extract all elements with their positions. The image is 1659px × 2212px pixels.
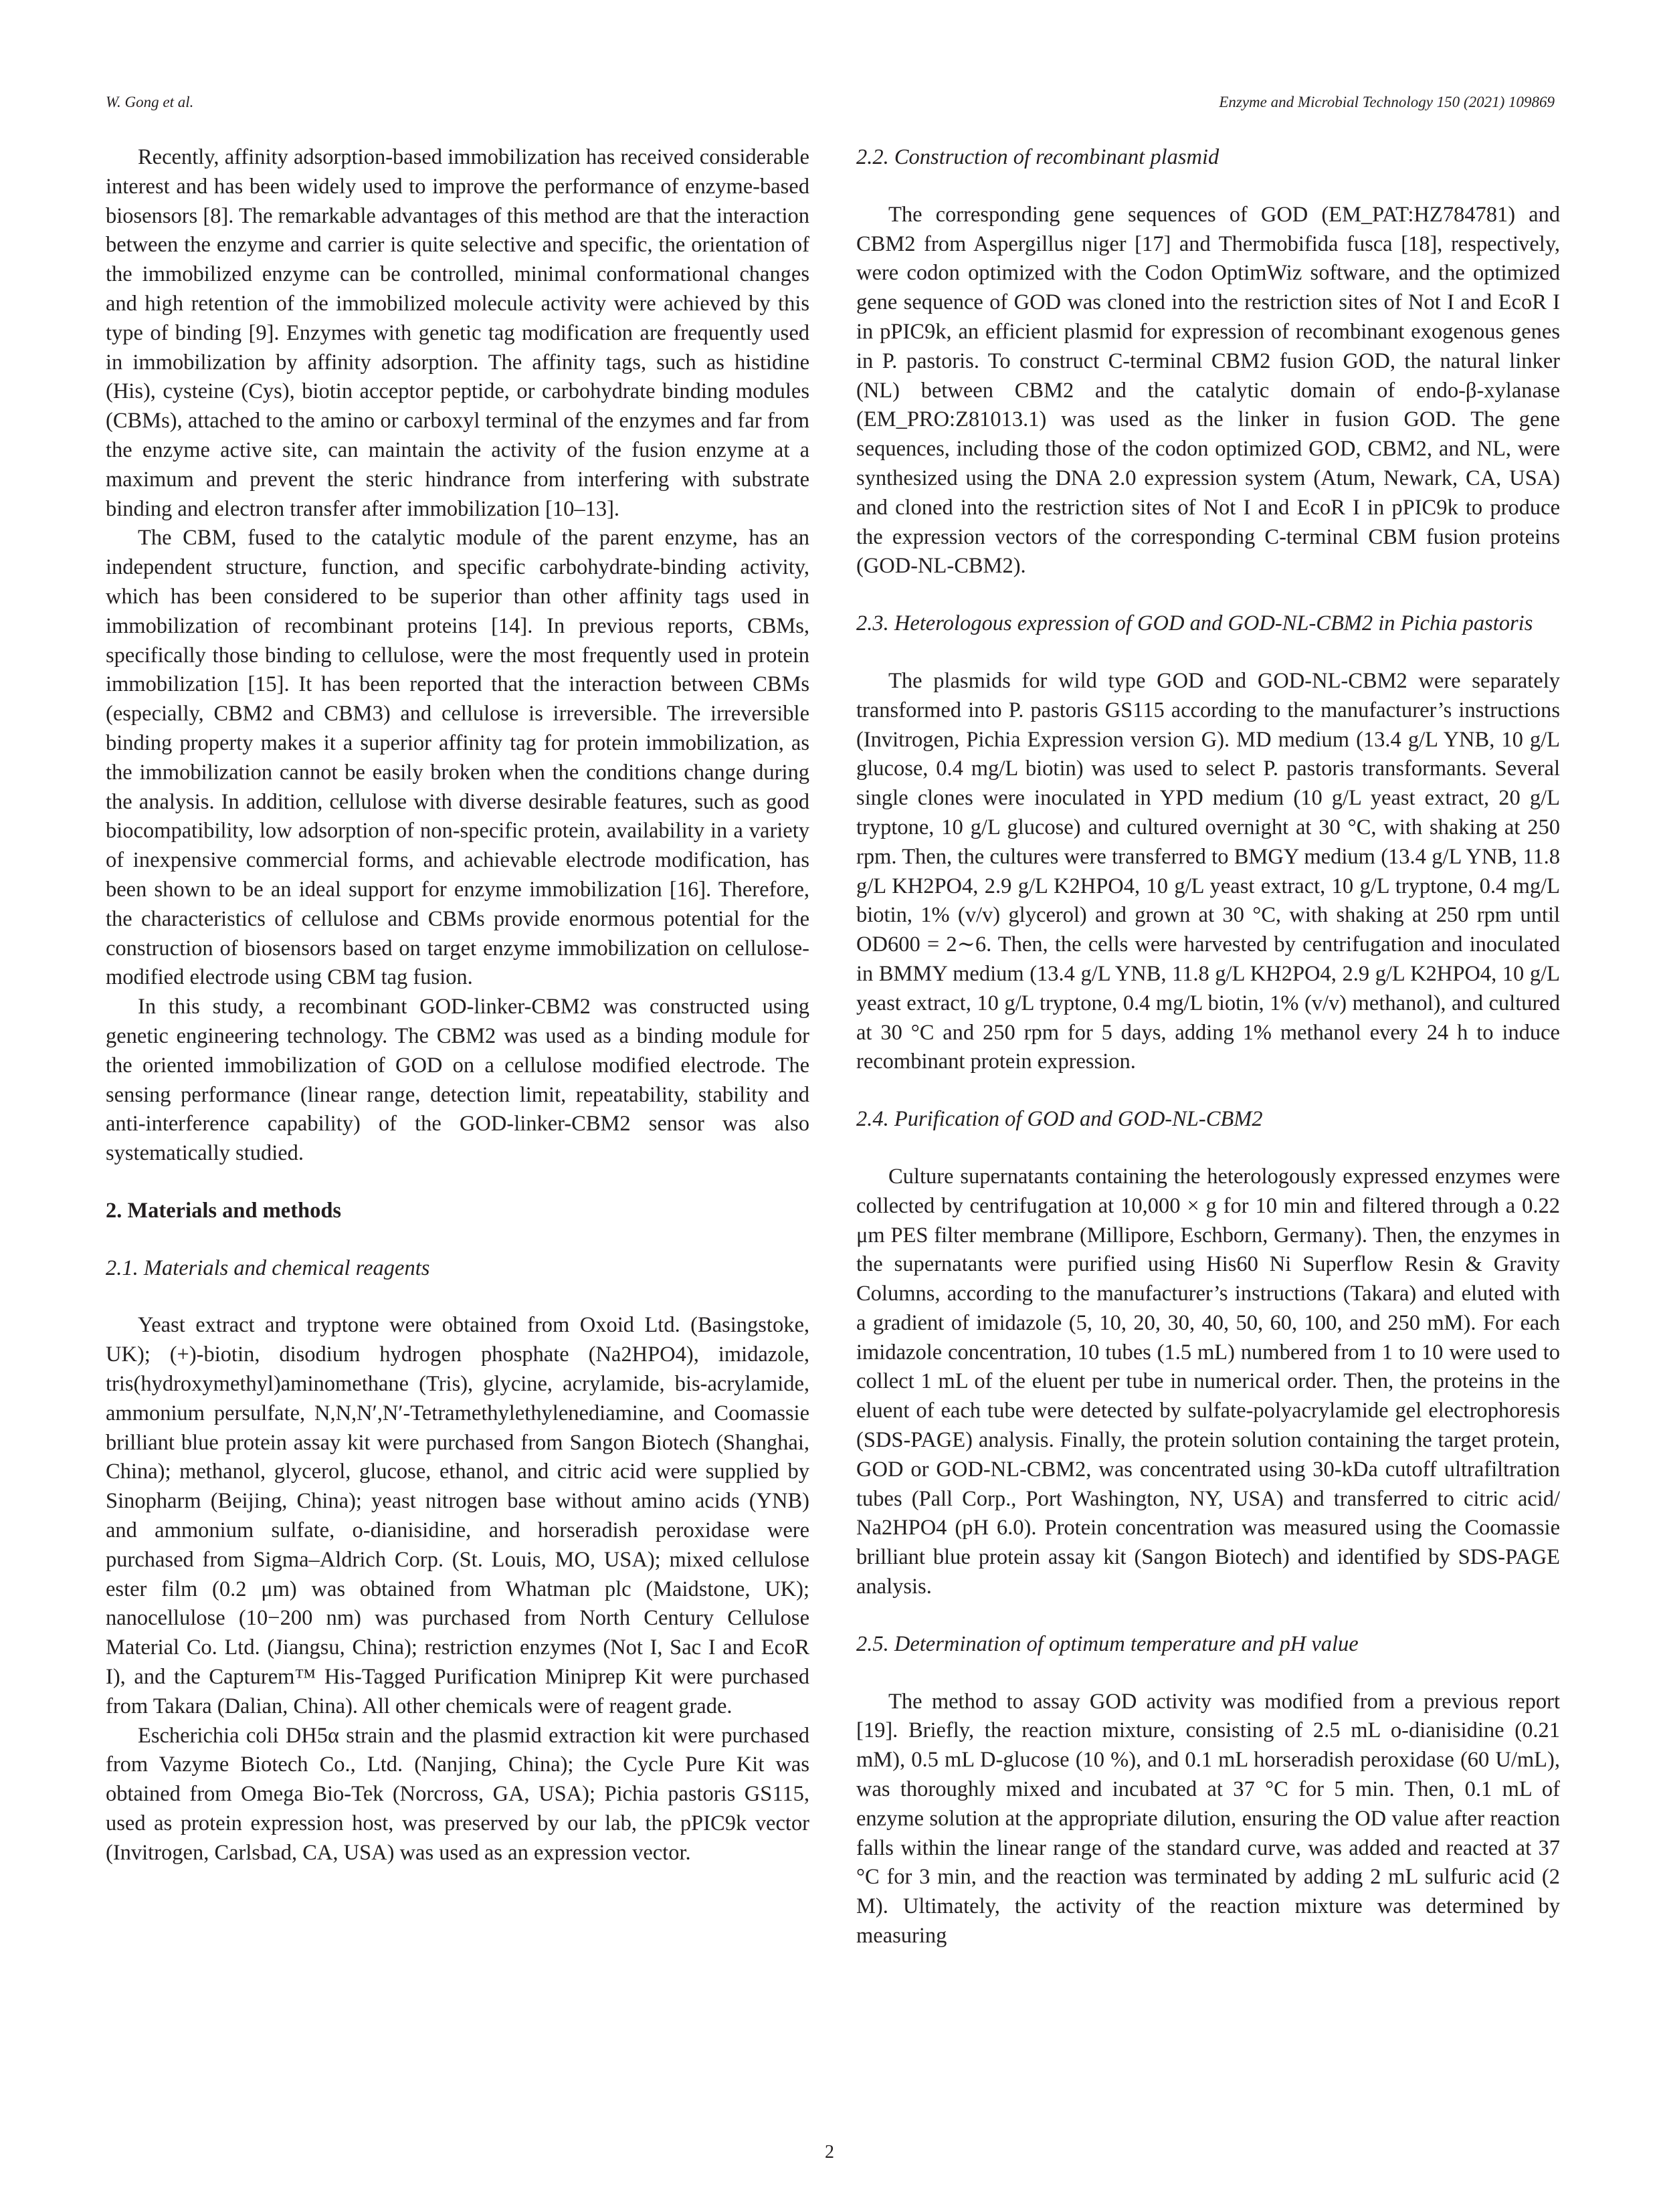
subsection-heading-2-5: 2.5. Determination of optimum temperature and pH value [856, 1631, 1359, 1656]
page-number: 2 [825, 2142, 834, 2163]
paragraph-strains: Escherichia coli DH5α strain and the plasmid extraction kit were purchased from Vazyme Biotech Co., Ltd. (Nanjing, China); the Cycle Pure Kit was obtained from Omega Bio-Tek (Norcross, GA, USA); Pichia pastoris GS115, used as protein expression host, was preserved by our lab, the pPIC9k vector (Invitrogen, Carlsbad, CA, USA) was used as an expression vector. [106, 1723, 809, 1865]
paragraph-this-study: In this study, a recombinant GOD-linker-CBM2 was constructed using genetic engineering technology. The CBM2 was used as a binding module for the oriented immobilization of GOD on a cellulose modified electrode. The sensing performance (linear range, detection limit, repeatability, stability and anti-interference capability) of the GOD-linker-CBM2 sensor was also systematically studied. [106, 995, 809, 1166]
paragraph-heterologous-expression: The plasmids for wild type GOD and GOD-NL-CBM2 were separately transformed into P. pastoris GS115 according to the manufacturer’s instructions (Invitrogen, Pichia Expression version G). MD medium (13.4 g/L YNB, 10 g/L glucose, 0.4 mg/L biotin) was used to select P. pastoris transformants. Several single clones were inoculated in YPD medium (10 g/L yeast extract, 20 g/L tryptone, 10 g/L glucose) and cultured overnight at 30 °C, with shaking at 250 rpm. Then, the cultures were transferred to BMGY medium (13.4 g/L YNB, 11.8 g/L KH2PO4, 2.9 g/L K2HPO4, 10 g/L yeast extract, 10 g/L tryptone, 0.4 mg/L biotin, 1% (v/v) glycerol) and grown at 30 °C, with shaking at 250 rpm until OD600 = 2∼6. Then, the cells were harvested by centrifugation and inoculated in BMMY medium (13.4 g/L YNB, 11.8 g/L KH2PO4, 2.9 g/L K2HPO4, 10 g/L yeast extract, 10 g/L tryptone, 0.4 mg/L biotin, 1% (v/v) methanol), and cultured at 30 °C and 250 rpm for 5 days, adding 1% methanol every 24 h to induce recombinant protein expression. [856, 668, 1560, 1074]
section-heading-materials-methods: 2. Materials and methods [106, 1198, 342, 1223]
subsection-heading-2-2: 2.2. Construction of recombinant plasmid [856, 145, 1219, 169]
subsection-heading-2-4: 2.4. Purification of GOD and GOD-NL-CBM2 [856, 1107, 1263, 1132]
right-column [856, 143, 1560, 1951]
left-column [106, 143, 809, 1868]
subsection-heading-2-3: 2.3. Heterologous expression of GOD and GOD-NL-CBM2 in Pichia pastoris [856, 611, 1533, 636]
paragraph-god-activity-assay: The method to assay GOD activity was modified from a previous report [19]. Briefly, the reaction mixture, consisting of 2.5 mL o-dianisidine (0.21 mM), 0.5 mL D-glucose (10 %), and 0.1 mL horseradish peroxidase (60 U/mL), was thoroughly mixed and incubated at 37 °C for 5 min. Then, 0.1 mL of enzyme solution at the appropriate dilution, ensuring the OD value after reaction falls within the linear range of the standard curve, was added and reacted at 37 °C for 3 min, and the reaction was terminated by adding 2 mL sulfuric acid (2 M). Ultimately, the activity of the reaction mixture was determined by measuring [856, 1689, 1560, 1948]
paragraph-reagents: Yeast extract and tryptone were obtained from Oxoid Ltd. (Basingstoke, UK); (+)-biotin, disodium hydrogen phosphate (Na2HPO4), imidazole, tris(hydroxymethyl)aminomethane (Tris), glycine, acrylamide, bis-acrylamide, ammonium persulfate, N,N,N′,N′-Tetramethylethylenediamine, and Coomassie brilliant blue protein assay kit were purchased from Sangon Biotech (Shanghai, China); methanol, glycerol, glucose, ethanol, and citric acid were supplied by Sinopharm (Beijing, China); yeast nitrogen base without amino acids (YNB) and ammonium sulfate, o-dianisidine, and horseradish peroxidase were purchased from Sigma–Aldrich Corp. (St. Louis, MO, USA); mixed cellulose ester film (0.2 μm) was obtained from Whatman plc (Maidstone, UK); nanocellulose (10−200 nm) was purchased from North Century Cellulose Material Co. Ltd. (Jiangsu, China); restriction enzymes (Not I, Sac I and EcoR I), and the Capturem™ His-Tagged Purification Miniprep Kit were purchased from Takara (Dalian, China). All other chemicals were of reagent grade. [106, 1313, 809, 1718]
paragraph-affinity-adsorption: Recently, affinity adsorption-based immobilization has received considerable interest and has been widely used to improve the performance of enzyme-based biosensors [8]. The remarkable advantages of this method are that the interaction between the enzyme and carrier is quite selective and specific, the orientation of the immobilized enzyme can be controlled, minimal conformational changes and high retention of the immobilized molecule activity were achieved by this type of binding [9]. Enzymes with genetic tag modification are frequently used in immobilization by affinity adsorption. The affinity tags, such as histidine (His), cysteine (Cys), biotin acceptor peptide, or carbohydrate binding modules (CBMs), attached to the amino or carboxyl terminal of the enzymes and far from the enzyme active site, can maintain the activity of the fusion enzyme at a maximum and prevent the steric hindrance from interfering with substrate binding and electron transfer after immobilization [10–13]. [106, 145, 809, 521]
running-author: W. Gong et al. [106, 94, 194, 110]
journal-citation: Enzyme and Microbial Technology 150 (2021) 109869 [1219, 94, 1555, 110]
paragraph-plasmid-construction: The corresponding gene sequences of GOD (EM_PAT:HZ784781) and CBM2 from Aspergillus niger [17] and Thermobifida fusca [18], respectively, were codon optimized with the Codon OptimWiz software, and the optimized gene sequence of GOD was cloned into the restriction sites of Not I and EcoR I in pPIC9k, an efficient plasmid for expression of recombinant exogenous genes in P. pastoris. To construct C-terminal CBM2 fusion GOD, the natural linker (NL) between CBM2 and the catalytic domain of endo-β-xylanase (EM_PRO:Z81013.1) was used as the linker in fusion GOD. The gene sequences, including those of the codon optimized GOD, CBM2, and NL, were synthesized using the DNA 2.0 expression system (Atum, Newark, CA, USA) and cloned into the restriction sites of Not I and EcoR I in pPIC9k to produce the expression vectors of the corresponding C-terminal CBM fusion proteins (GOD-NL-CBM2). [856, 202, 1560, 579]
paragraph-purification: Culture supernatants containing the heterologously expressed enzymes were collected by centrifugation at 10,000 × g for 10 min and filtered through a 0.22 μm PES filter membrane (Millipore, Eschborn, Germany). Then, the enzymes in the supernatants were purified using His60 Ni Superflow Resin & Gravity Columns, according to the manufacturer’s instructions (Takara) and eluted with a gradient of imidazole (5, 10, 20, 30, 40, 50, 60, 100, and 250 mM). For each imidazole concentration, 10 tubes (1.5 mL) numbered from 1 to 10 were used to collect 1 mL of the eluent per tube in numerical order. Then, the proteins in the eluent of each tube were detected by sulfate-polyacrylamide gel electrophoresis (SDS-PAGE) analysis. Finally, the protein solution containing the target protein, GOD or GOD-NL-CBM2, was concentrated using 30-kDa cutoff ultrafiltration tubes (Pall Corp., Port Washington, NY, USA) and transferred to citric acid/ Na2HPO4 (pH 6.0). Protein concentration was measured using the Coomassie brilliant blue protein assay kit (Sangon Biotech) and identified by SDS-PAGE analysis. [856, 1164, 1560, 1599]
subsection-heading-2-1: 2.1. Materials and chemical reagents [106, 1255, 430, 1280]
paragraph-cbm: The CBM, fused to the catalytic module of the parent enzyme, has an independent structure, function, and specific carbohydrate-binding activity, which has been considered to be superior than other affinity tags used in immobilization of recombinant proteins [14]. In previous reports, CBMs, specifically those binding to cellulose, were the most frequently used in protein immobilization [15]. It has been reported that the interaction between CBMs (especially, CBM2 and CBM3) and cellulose is irreversible. The irreversible binding property makes it a superior affinity tag for protein immobilization, as the immobilization cannot be easily broken when the conditions change during the analysis. In addition, cellulose with diverse desirable features, such as good biocompatibility, low adsorption of non-specific protein, availability in a variety of inexpensive commercial forms, and achievable electrode modification, has been shown to be an ideal support for enzyme immobilization [16]. Therefore, the characteristics of cellulose and CBMs provide enormous potential for the construction of biosensors based on target enzyme immobilization on cellulose-modified electrode using CBM tag fusion. [106, 526, 809, 990]
